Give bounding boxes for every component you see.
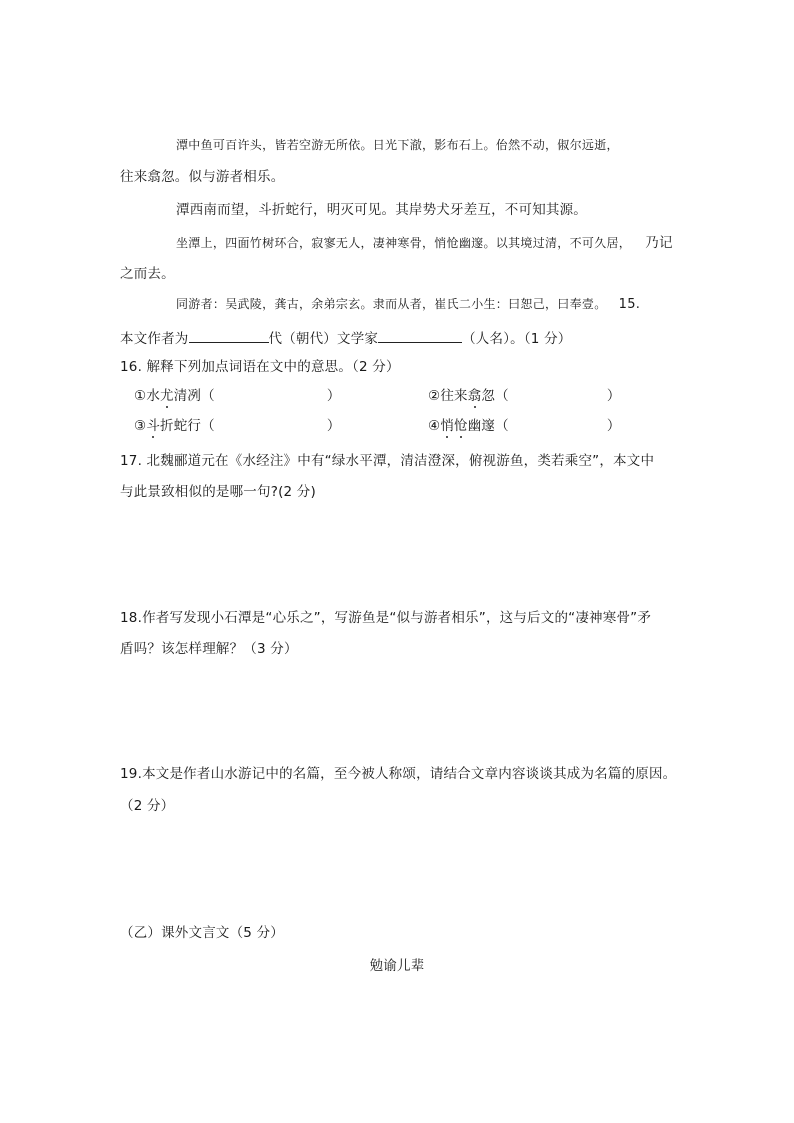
- question-16-stem: 16. 解释下列加点词语在文中的意思。（2 分）: [120, 359, 400, 375]
- question-19-line2: （2 分）: [120, 798, 175, 814]
- q16-item-4-close: ）: [606, 418, 621, 434]
- question-18-answer-area[interactable]: [120, 662, 660, 757]
- q15-prefix: 本文作者为: [120, 331, 189, 347]
- question-17-line2: 与此景致相似的是哪一句?(2 分): [120, 484, 316, 500]
- q16-item-1: [134, 390, 341, 404]
- q16-item-1-dotted: 尤: [160, 388, 174, 404]
- q16-item-2-dotted: 翕: [467, 388, 482, 404]
- q16-item-3-close: ）: [326, 418, 341, 434]
- section-b-title: 勉谕儿辈: [369, 958, 425, 974]
- passage-p2: 潭西南而望，斗折蛇行，明灭可见。其岸势犬牙差互，不可知其源。: [176, 202, 587, 218]
- passage-p3-line1-end: 乃记: [645, 235, 673, 251]
- q15-suffix: （人名）。（1 分）: [462, 331, 572, 347]
- q16-item-3-num: ③: [134, 418, 147, 434]
- passage-p1-line2: 往来翕忽。似与游者相乐。: [120, 169, 285, 185]
- q16-item-4-dotted-1: 悄: [440, 418, 455, 434]
- question-19-answer-area[interactable]: [120, 820, 660, 915]
- passage-p4: [176, 298, 640, 311]
- question-17-answer-area[interactable]: [120, 505, 660, 600]
- question-17-line1: 17. 北魏郦道元在《水经注》中有“绿水平潭，清洁澄深，俯视游鱼，类若乘空”，本文中: [120, 453, 655, 469]
- passage-p3-line2: 之而去。: [120, 266, 175, 282]
- question-18-line1: 18.作者写发现小石潭是“心乐之”，写游鱼是“似与游者相乐”，这与后文的“凄神寒骨”矛: [120, 610, 652, 626]
- q16-item-4-text: 幽邃（: [467, 418, 509, 434]
- passage-p3-line1-text: 坐潭上，四面竹树环合，寂寥无人，凄神寒骨，悄怆幽邃。以其境过清，不可久居，: [176, 236, 632, 250]
- q15-dynasty-blank[interactable]: [189, 330, 269, 343]
- q16-item-2: [428, 390, 621, 404]
- question-15-number: 15.: [618, 297, 641, 312]
- q16-item-3: [134, 420, 341, 434]
- q16-item-4-dotted-2: 怆: [454, 418, 468, 434]
- passage-p3-line1: [176, 237, 673, 251]
- q16-item-2-num: ②: [428, 388, 441, 404]
- passage-p1-line1: 潭中鱼可百许头，皆若空游无所依。日光下澈，影布石上。佁然不动，俶尔远逝，: [176, 138, 619, 152]
- q16-item-1-num: ①: [134, 388, 147, 404]
- question-18-line2: 盾吗？该怎样理解？（3 分）: [120, 641, 298, 657]
- question-15: [120, 330, 572, 347]
- section-b-heading: （乙）课外文言文（5 分）: [120, 925, 284, 941]
- q15-mid: 代（朝代）文学家: [268, 331, 379, 347]
- q15-author-blank[interactable]: [378, 330, 462, 343]
- q16-item-3-text: 折蛇行（: [160, 418, 215, 434]
- passage-p4-text: 同游者：吴武陵，龚古，余弟宗玄。隶而从者，崔氏二小生：曰恕己，曰奉壹。: [176, 297, 607, 311]
- q16-item-2-pre: 往来: [440, 388, 468, 404]
- q16-item-1-text: 清冽（: [173, 388, 215, 404]
- question-19-line1: 19.本文是作者山水游记中的名篇，至今被人称颂，请结合文章内容谈谈其成为名篇的原因。: [120, 766, 677, 782]
- q16-item-3-dotted: 斗: [146, 418, 161, 434]
- q16-item-2-close: ）: [606, 388, 621, 404]
- q16-item-2-text: 忽（: [481, 388, 509, 404]
- q16-item-4: [428, 420, 621, 434]
- q16-item-1-close: ）: [326, 388, 341, 404]
- q16-item-4-num: ④: [428, 418, 441, 434]
- q16-item-1-lead: 水: [146, 388, 161, 404]
